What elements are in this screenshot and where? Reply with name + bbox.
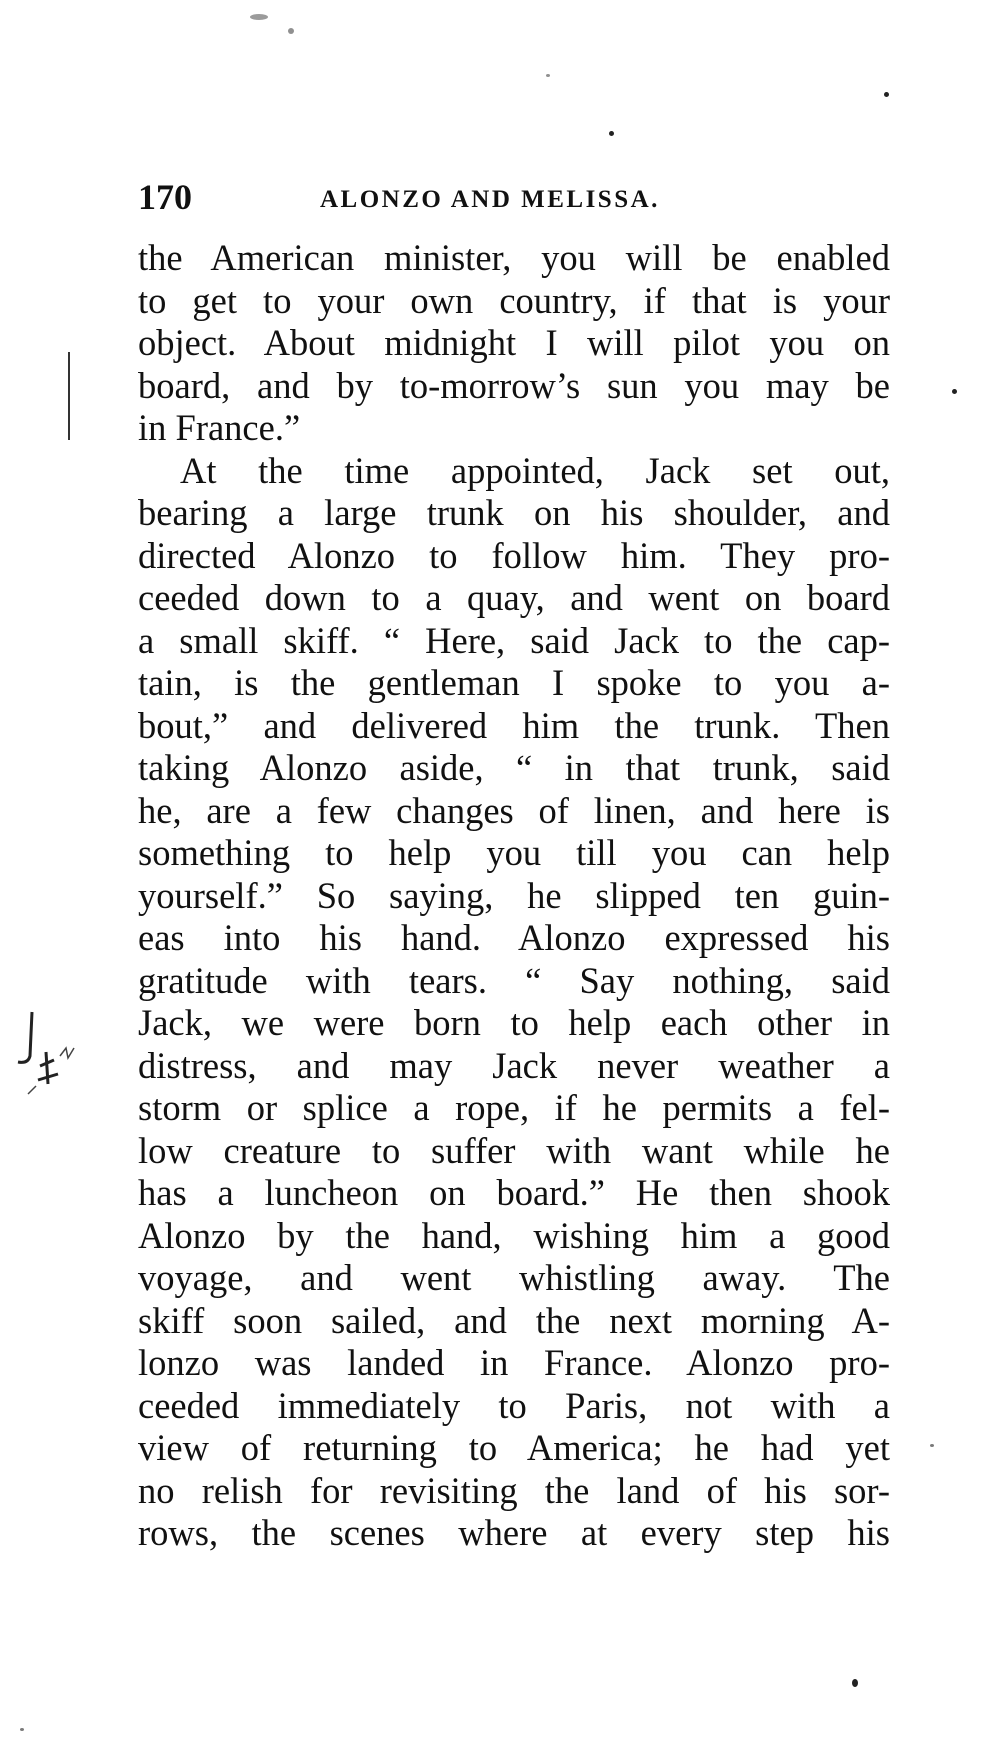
text-line: eas into his hand. Alonzo expressed his (138, 917, 890, 958)
text-line: the American minister, you will be enabled (138, 237, 890, 278)
text-line: bearing a large trunk on his shoulder, and (138, 492, 890, 533)
text-line: a small skiff. “ Here, said Jack to the cap- (138, 619, 890, 661)
text-line: object. About midnight I will pilot you on (138, 322, 890, 363)
text-line: distress, and may Jack never weather a (138, 1044, 890, 1086)
margin-rule (68, 352, 70, 440)
text-line: At the time appointed, Jack set out, (180, 449, 890, 491)
scan-speck (930, 1444, 934, 1447)
text-line: no relish for revisiting the land of his sor- (138, 1469, 890, 1511)
scan-speck (884, 92, 889, 97)
text-line: storm or splice a rope, if he permits a fel- (138, 1087, 890, 1128)
text-line: gratitude with tears. “ Say nothing, said (138, 959, 890, 1001)
text-line: ceeded down to a quay, and went on board (138, 577, 890, 618)
text-line: skiff soon sailed, and the next morning A- (138, 1299, 890, 1341)
text-line: taking Alonzo aside, “ in that trunk, said (138, 747, 890, 788)
page-number: 170 (138, 177, 192, 217)
text-line: bout,” and delivered him the trunk. Then (138, 704, 890, 746)
running-title: ALONZO AND MELISSA. (320, 186, 660, 213)
body-text (138, 237, 890, 1555)
text-line: rows, the scenes where at every step his (138, 1512, 890, 1553)
page-header (138, 176, 898, 220)
text-line: directed Alonzo to follow him. They pro- (138, 534, 890, 576)
scan-speck (952, 389, 957, 394)
scan-speck (20, 1728, 24, 1731)
text-line: tain, is the gentleman I spoke to you a- (138, 662, 890, 703)
text-line: Jack, we were born to help each other in (138, 1002, 890, 1043)
text-line: view of returning to America; he had yet (138, 1427, 890, 1468)
text-line: Alonzo by the hand, wishing him a good (138, 1214, 890, 1256)
scan-speck (546, 74, 550, 77)
text-line: yourself.” So saying, he slipped ten guin- (138, 874, 890, 916)
text-line: to get to your own country, if that is your (138, 279, 890, 321)
handwritten-margin-mark (10, 1008, 90, 1118)
scan-speck (288, 28, 294, 34)
text-line: has a luncheon on board.” He then shook (138, 1172, 890, 1213)
text-line: lonzo was landed in France. Alonzo pro- (138, 1342, 890, 1383)
scan-speck (609, 131, 614, 136)
text-line: low creature to suffer with want while he (138, 1129, 890, 1171)
scan-speck (250, 14, 268, 20)
text-line: in France.” (138, 407, 301, 448)
text-line: ceeded immediately to Paris, not with a (138, 1384, 890, 1426)
text-line: something to help you till you can help (138, 832, 890, 873)
scan-speck (852, 1679, 858, 1687)
text-line: voyage, and went whistling away. The (138, 1257, 890, 1298)
text-line: he, are a few changes of linen, and here is (138, 789, 890, 831)
text-line: board, and by to-morrow’s sun you may be (138, 364, 890, 406)
